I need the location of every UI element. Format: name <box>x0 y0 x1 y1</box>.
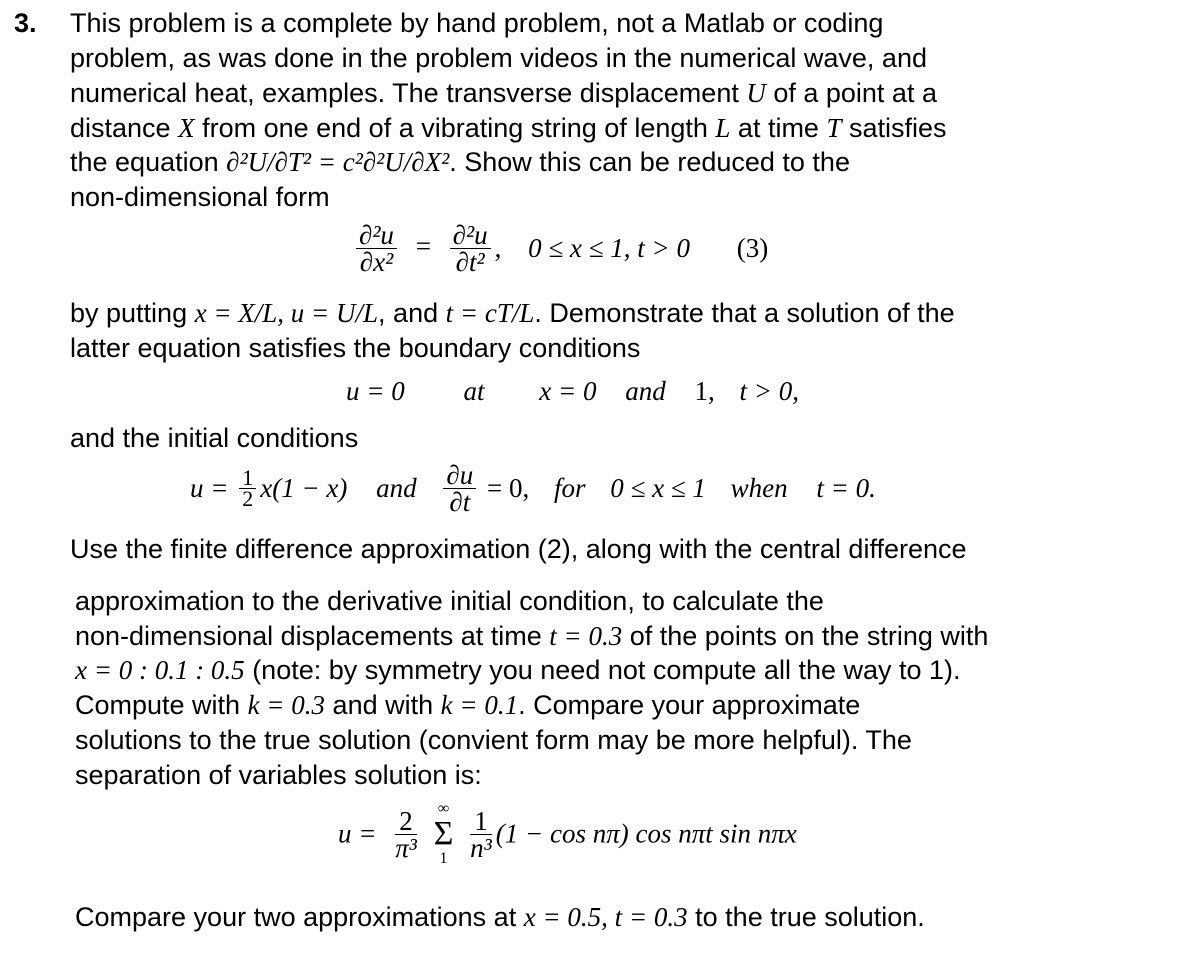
text: Compare your two approximations at <box>75 902 524 932</box>
numerator: ∂²u <box>356 222 397 249</box>
equals-sign: = <box>415 230 431 261</box>
sum-upper-limit: ∞ <box>437 800 450 817</box>
initial-conditions-label: and the initial conditions <box>70 423 359 453</box>
text: of a point at a <box>765 78 937 108</box>
final-instruction <box>75 900 925 934</box>
sum-sign: Σ <box>433 815 454 852</box>
paragraph3-line1: Use the finite difference approximation (2), along with the central difference <box>70 534 967 564</box>
fraction <box>356 222 397 275</box>
equation-label: (3) <box>736 233 769 263</box>
math: = 0, <box>487 473 530 503</box>
numerator: 2 <box>395 808 417 835</box>
paragraph3-line5 <box>75 688 860 722</box>
math: x = 0 <box>539 376 597 406</box>
fraction <box>450 222 491 275</box>
text: , and <box>378 298 446 328</box>
math-var: X <box>178 113 195 143</box>
paragraph3-line3 <box>75 619 988 653</box>
paragraph3-line2: approximation to the derivative initial condition, to calculate the <box>75 586 824 616</box>
math-equation: t = cT/L <box>445 298 535 328</box>
paragraph1-line6: non-dimensional form <box>70 182 330 212</box>
math: at <box>463 376 485 406</box>
paragraph1-line4 <box>70 111 947 145</box>
paragraph3-line7: separation of variables solution is: <box>75 760 482 790</box>
math-equation: x = 0.5, t = 0.3 <box>523 902 688 932</box>
numerator: ∂u <box>443 462 476 489</box>
text: from one end of a vibrating string of length <box>194 113 716 143</box>
math: u = 0 <box>346 376 405 406</box>
text: . Compare your approximate <box>518 690 861 720</box>
numerator: 1 <box>470 808 492 835</box>
text: the equation <box>70 147 227 177</box>
text: by putting <box>70 298 195 328</box>
text: (note: by symmetry you need not compute all the way to 1). <box>244 655 961 685</box>
math-equation: x = X/L, u = U/L <box>194 298 379 328</box>
math: 0 ≤ x ≤ 1 <box>610 473 706 503</box>
sum-lower-limit: 1 <box>439 850 448 867</box>
math: for <box>553 473 586 503</box>
paragraph3-line6: solutions to the true solution (convient form may be more helpful). The <box>75 725 912 755</box>
equation-3: $\frac{\text{∂²u}}{\text{∂x²}}$ = $\frac{\text{∂²u}}{\text{∂t²}}$ , 0 ≤ x ≤ 1, t > 0 (3) <box>352 222 768 275</box>
paragraph1-line5 <box>70 145 850 179</box>
denominator: ∂x² <box>359 247 394 277</box>
text: non-dimensional displacements at time <box>75 621 550 651</box>
math-equation: k = 0.3 <box>247 690 326 720</box>
fraction <box>470 805 492 863</box>
math: when <box>730 473 788 503</box>
initial-conditions <box>190 462 876 515</box>
math-equation: x = 0 : 0.1 : 0.5 <box>75 655 245 685</box>
math: u = <box>190 473 229 503</box>
text: numerical heat, examples. The transverse displacement <box>70 78 747 108</box>
math: t > 0, <box>739 376 799 406</box>
problem-number: 3. <box>14 8 37 38</box>
text: at time <box>730 113 827 143</box>
denominator: ∂t² <box>455 247 485 277</box>
math: x(1 − x) <box>260 473 348 503</box>
summation-symbol <box>434 800 454 868</box>
boundary-conditions <box>346 376 799 407</box>
denominator: n³ <box>470 832 492 863</box>
math-var: T <box>826 113 842 143</box>
math-var: U <box>746 78 766 108</box>
math: and <box>625 376 666 406</box>
paragraph2-line2: latter equation satisfies the boundary conditions <box>70 333 641 363</box>
text: satisfies <box>841 113 947 143</box>
numerator: 1 <box>239 468 256 489</box>
paragraph1-line3 <box>70 76 937 110</box>
denominator: π³ <box>395 832 417 863</box>
fraction <box>395 805 417 863</box>
paragraph1-line1: This problem is a complete by hand problem, not a Matlab or coding <box>70 8 884 38</box>
text: Compute with <box>75 690 248 720</box>
text: to the true solution. <box>687 902 925 932</box>
equation-domain: 0 ≤ x ≤ 1, t > 0 <box>528 233 690 263</box>
text: of the points on the string with <box>622 621 989 651</box>
paragraph3-line4 <box>75 653 961 687</box>
math-var: L <box>715 113 731 143</box>
denominator: 2 <box>242 486 254 511</box>
fraction <box>443 462 476 515</box>
paragraph2-line1 <box>70 296 955 330</box>
text: . Show this can be reduced to the <box>449 147 850 177</box>
series-solution <box>338 800 797 868</box>
paragraph1-line2: problem, as was done in the problem videos in the numerical wave, and <box>70 43 927 73</box>
math-equation: k = 0.1 <box>440 690 519 720</box>
denominator: ∂t <box>449 487 471 517</box>
math: 1, <box>694 376 715 406</box>
math: t = 0. <box>816 473 876 503</box>
math: u = <box>338 818 377 849</box>
text: distance <box>70 113 179 143</box>
numerator: ∂²u <box>450 222 491 249</box>
text: and with <box>325 690 441 720</box>
math: (1 − cos nπ) cos nπt sin nπx <box>495 818 797 849</box>
math-equation: ∂²U/∂T² = c²∂²U/∂X² <box>226 147 450 177</box>
fraction <box>239 465 256 511</box>
text: . Demonstrate that a solution of the <box>534 298 955 328</box>
math-equation: t = 0.3 <box>549 621 623 651</box>
math: and <box>376 473 417 503</box>
